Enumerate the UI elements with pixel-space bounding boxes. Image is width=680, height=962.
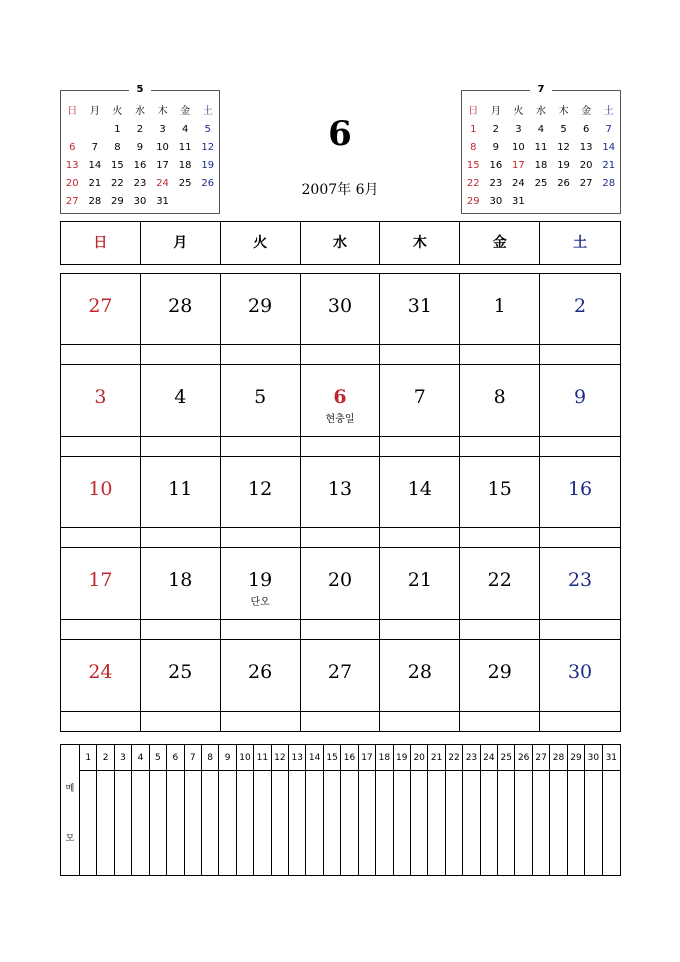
day-memo-band bbox=[540, 711, 620, 731]
mini_prev-day: 18 bbox=[178, 160, 192, 171]
day-memo-band bbox=[540, 344, 620, 364]
memo-label-top: 메 bbox=[65, 784, 75, 794]
mini_next-day: 10 bbox=[512, 142, 525, 153]
day-cell bbox=[61, 274, 141, 365]
day-number: 24 bbox=[88, 660, 113, 683]
memo-day-column bbox=[481, 771, 498, 875]
memo-day-column bbox=[289, 771, 306, 875]
mini_prev-weekday: 木 bbox=[157, 106, 168, 117]
mini_next-day: 16 bbox=[489, 160, 503, 171]
mini_prev-day: 2 bbox=[136, 124, 144, 135]
mini_prev-weekday: 水 bbox=[134, 106, 145, 117]
day-number: 29 bbox=[487, 660, 512, 683]
mini_next-day: 31 bbox=[512, 196, 525, 207]
day-number: 22 bbox=[487, 569, 512, 592]
mini_next-day bbox=[530, 193, 553, 211]
mini_next-day: 15 bbox=[466, 160, 480, 171]
mini_prev-day: 28 bbox=[88, 196, 102, 207]
day-number: 16 bbox=[567, 477, 593, 500]
memo-day-header: 31 bbox=[603, 745, 620, 771]
day-cell bbox=[540, 640, 620, 731]
mini_prev-weekday: 月 bbox=[89, 106, 100, 117]
mini_next-day: 27 bbox=[579, 178, 593, 189]
day-cell bbox=[301, 274, 381, 365]
memo-day-column bbox=[428, 771, 445, 875]
mini_next-day: 25 bbox=[534, 178, 548, 189]
day-cell bbox=[460, 365, 540, 456]
mini_next-weekday: 木 bbox=[558, 106, 569, 117]
day-cell bbox=[460, 457, 540, 548]
day-cell bbox=[460, 640, 540, 731]
mini_next-weekday: 水 bbox=[535, 106, 546, 117]
memo-day-column bbox=[550, 771, 567, 875]
memo-day-column bbox=[376, 771, 393, 875]
memo-day-header: 13 bbox=[289, 745, 306, 771]
memo-day-column bbox=[306, 771, 323, 875]
mini_prev-day: 10 bbox=[156, 142, 169, 153]
mini-calendar-prev-grid bbox=[61, 103, 219, 211]
mini_next-day: 2 bbox=[492, 124, 500, 135]
memo-day-header: 18 bbox=[376, 745, 393, 771]
mini_prev-day: 4 bbox=[181, 124, 189, 135]
mini_prev-day: 25 bbox=[178, 178, 192, 189]
day-cell bbox=[380, 548, 460, 639]
memo-day-header: 16 bbox=[341, 745, 358, 771]
mini-calendar-next-title: 7 bbox=[530, 84, 553, 95]
day-cell bbox=[141, 365, 221, 456]
mini_next-day: 3 bbox=[515, 124, 522, 135]
memo-day-header: 11 bbox=[254, 745, 271, 771]
mini_prev-day: 30 bbox=[133, 196, 147, 207]
weekday-header: 土 bbox=[573, 235, 588, 251]
weekday-header-row bbox=[60, 221, 621, 265]
day-memo-band bbox=[540, 619, 620, 639]
mini_prev-day: 13 bbox=[65, 160, 79, 171]
memo-day-header: 29 bbox=[568, 745, 585, 771]
day-memo-band bbox=[380, 527, 459, 547]
memo-day-column bbox=[80, 771, 97, 875]
mini_next-day: 28 bbox=[602, 178, 616, 189]
memo-day-column bbox=[254, 771, 271, 875]
memo-day-column bbox=[132, 771, 149, 875]
memo-day-column bbox=[568, 771, 585, 875]
day-memo-band bbox=[380, 436, 459, 456]
day-cell bbox=[61, 457, 141, 548]
mini-calendar-next-grid bbox=[462, 103, 620, 211]
mini_prev-day: 8 bbox=[114, 142, 121, 153]
mini_next-weekday: 金 bbox=[581, 106, 592, 117]
memo-day-column bbox=[411, 771, 428, 875]
mini_next-day: 8 bbox=[470, 142, 477, 153]
mini_prev-day: 29 bbox=[111, 196, 124, 207]
day-cell bbox=[460, 548, 540, 639]
memo-day-header: 1 bbox=[80, 745, 97, 771]
mini_next-day bbox=[575, 193, 598, 211]
day-number: 2 bbox=[574, 295, 587, 317]
day-memo-band bbox=[61, 436, 140, 456]
memo-day-header: 25 bbox=[498, 745, 515, 771]
memo-day-header: 15 bbox=[324, 745, 341, 771]
mini_prev-day: 6 bbox=[69, 142, 76, 153]
memo-day-column bbox=[185, 771, 202, 875]
day-cell bbox=[540, 548, 620, 639]
day-memo-band bbox=[221, 711, 300, 731]
day-cell bbox=[61, 548, 141, 639]
mini_prev-day bbox=[174, 193, 197, 211]
day-number: 1 bbox=[493, 295, 506, 317]
memo-day-header: 5 bbox=[150, 745, 167, 771]
day-cell bbox=[221, 548, 301, 639]
day-memo-band bbox=[61, 527, 140, 547]
day-memo-band bbox=[460, 619, 539, 639]
day-number: 7 bbox=[413, 386, 426, 409]
day-number: 15 bbox=[487, 477, 512, 500]
memo-day-header: 2 bbox=[97, 745, 114, 771]
memo-day-column bbox=[603, 771, 620, 875]
mini-calendar-prev-title: 5 bbox=[129, 84, 152, 95]
mini_prev-day: 15 bbox=[111, 160, 124, 171]
mini_prev-day: 5 bbox=[204, 124, 211, 135]
memo-day-column bbox=[237, 771, 254, 875]
mini_next-weekday: 月 bbox=[490, 106, 501, 117]
memo-day-header: 10 bbox=[237, 745, 254, 771]
day-number: 18 bbox=[168, 569, 193, 592]
memo-day-header: 24 bbox=[481, 745, 498, 771]
weekday-header: 木 bbox=[380, 222, 460, 264]
mini_next-day: 19 bbox=[557, 160, 570, 171]
mini-calendar-prev bbox=[60, 84, 220, 214]
mini_prev-day bbox=[61, 121, 84, 139]
day-number: 17 bbox=[88, 569, 113, 592]
memo-day-column bbox=[498, 771, 515, 875]
year-month-subtitle: 2007年 6月 bbox=[301, 182, 379, 198]
mini_next-day: 1 bbox=[470, 124, 477, 135]
memo-day-header: 19 bbox=[394, 745, 411, 771]
day-cell bbox=[221, 365, 301, 456]
day-number: 27 bbox=[88, 295, 113, 317]
day-memo-band bbox=[141, 436, 220, 456]
day-number: 25 bbox=[168, 660, 193, 683]
mini_next-day: 30 bbox=[489, 196, 503, 207]
day-number: 4 bbox=[174, 386, 187, 409]
day-note: 현충일 bbox=[325, 414, 355, 426]
mini_next-day: 12 bbox=[557, 142, 570, 153]
mini_next-day: 24 bbox=[512, 178, 525, 189]
mini_next-day: 6 bbox=[582, 124, 590, 135]
memo-day-header: 28 bbox=[550, 745, 567, 771]
day-memo-band bbox=[540, 527, 620, 547]
day-memo-band bbox=[540, 436, 620, 456]
day-cell bbox=[61, 365, 141, 456]
memo-day-header: 8 bbox=[202, 745, 219, 771]
memo-label bbox=[61, 745, 80, 875]
day-memo-band bbox=[460, 711, 539, 731]
mini_prev-day: 26 bbox=[201, 178, 215, 189]
mini_next-weekday: 土 bbox=[603, 106, 614, 117]
day-cell bbox=[221, 457, 301, 548]
day-cell bbox=[380, 274, 460, 365]
memo-day-header: 6 bbox=[167, 745, 184, 771]
day-memo-band bbox=[141, 619, 220, 639]
mini_prev-day: 9 bbox=[136, 142, 144, 153]
mini_next-day bbox=[597, 193, 620, 211]
day-number: 30 bbox=[327, 295, 353, 317]
memo-day-header: 9 bbox=[219, 745, 236, 771]
weekday-header: 日 bbox=[61, 222, 141, 264]
memo-day-column bbox=[533, 771, 550, 875]
memo-day-header: 23 bbox=[463, 745, 480, 771]
memo-day-column bbox=[359, 771, 376, 875]
mini_next-weekday: 火 bbox=[513, 106, 524, 117]
day-memo-band bbox=[61, 711, 140, 731]
mini_next-day: 11 bbox=[534, 142, 548, 153]
day-number: 6 bbox=[333, 386, 347, 409]
mini_prev-weekday: 土 bbox=[202, 106, 213, 117]
mini_prev-day: 12 bbox=[201, 142, 215, 153]
day-memo-band bbox=[221, 619, 300, 639]
mini_prev-day: 22 bbox=[111, 178, 124, 189]
mini_prev-day: 20 bbox=[65, 178, 79, 189]
day-cell bbox=[301, 548, 381, 639]
memo-day-column bbox=[341, 771, 358, 875]
day-memo-band bbox=[141, 344, 220, 364]
day-cell bbox=[540, 457, 620, 548]
memo-day-column bbox=[150, 771, 167, 875]
day-number: 27 bbox=[327, 660, 353, 683]
day-number: 23 bbox=[567, 569, 593, 592]
day-number: 9 bbox=[574, 386, 587, 409]
day-memo-band bbox=[61, 344, 140, 364]
memo-day-header: 22 bbox=[446, 745, 463, 771]
mini_next-day: 14 bbox=[602, 142, 616, 153]
month-number: 6 bbox=[328, 114, 352, 154]
mini_prev-day bbox=[84, 121, 107, 139]
day-memo-band bbox=[221, 344, 300, 364]
mini_prev-day: 21 bbox=[88, 178, 102, 189]
day-memo-band bbox=[460, 344, 539, 364]
day-number: 31 bbox=[407, 295, 432, 317]
weekday-header: 水 bbox=[301, 222, 381, 264]
day-memo-band bbox=[141, 711, 220, 731]
memo-label-bottom: 모 bbox=[65, 834, 75, 844]
mini_prev-day: 17 bbox=[156, 160, 169, 171]
memo-day-column bbox=[219, 771, 236, 875]
mini_next-day: 4 bbox=[537, 124, 545, 135]
mini_prev-day: 23 bbox=[133, 178, 147, 189]
memo-day-column bbox=[394, 771, 411, 875]
mini_next-day: 29 bbox=[466, 196, 480, 207]
day-cell bbox=[141, 457, 221, 548]
day-cell bbox=[141, 640, 221, 731]
mini_prev-weekday: 日 bbox=[67, 106, 78, 117]
mini_next-day: 9 bbox=[492, 142, 500, 153]
memo-day-column bbox=[446, 771, 463, 875]
day-memo-band bbox=[301, 436, 380, 456]
day-cell bbox=[540, 274, 620, 365]
memo-day-column bbox=[324, 771, 341, 875]
day-memo-band bbox=[61, 619, 140, 639]
day-memo-band bbox=[380, 711, 459, 731]
mini_next-day: 5 bbox=[560, 124, 567, 135]
day-cell bbox=[380, 365, 460, 456]
day-number: 3 bbox=[94, 386, 107, 409]
day-memo-band bbox=[380, 344, 459, 364]
day-memo-band bbox=[141, 527, 220, 547]
memo-day-header: 20 bbox=[411, 745, 428, 771]
memo-day-header: 30 bbox=[585, 745, 602, 771]
weekday-header: 火 bbox=[221, 222, 301, 264]
day-number: 28 bbox=[168, 295, 193, 317]
memo-day-header: 17 bbox=[359, 745, 376, 771]
mini_next-day: 20 bbox=[579, 160, 593, 171]
weekday-header: 月 bbox=[141, 222, 221, 264]
mini_prev-day: 19 bbox=[201, 160, 215, 171]
day-cell bbox=[460, 274, 540, 365]
mini_prev-day: 1 bbox=[114, 124, 121, 135]
memo-day-column bbox=[97, 771, 114, 875]
day-number: 29 bbox=[248, 295, 273, 317]
mini_prev-day: 27 bbox=[65, 196, 79, 207]
day-number: 10 bbox=[88, 477, 113, 500]
day-cell bbox=[221, 274, 301, 365]
mini_next-day bbox=[552, 193, 575, 211]
memo-day-column bbox=[167, 771, 184, 875]
memo-day-header: 21 bbox=[428, 745, 445, 771]
day-memo-band bbox=[221, 436, 300, 456]
day-number: 14 bbox=[407, 477, 432, 500]
memo-day-header: 12 bbox=[272, 745, 289, 771]
day-number: 8 bbox=[493, 386, 506, 409]
day-cell bbox=[540, 365, 620, 456]
mini_prev-weekday: 金 bbox=[180, 106, 191, 117]
memo-day-header: 14 bbox=[306, 745, 323, 771]
mini_next-weekday: 日 bbox=[468, 106, 479, 117]
memo-day-column bbox=[463, 771, 480, 875]
mini_next-day: 17 bbox=[512, 160, 525, 171]
memo-day-header: 27 bbox=[533, 745, 550, 771]
day-memo-band bbox=[301, 711, 380, 731]
day-memo-band bbox=[460, 527, 539, 547]
mini_next-day: 22 bbox=[466, 178, 480, 189]
day-note: 단오 bbox=[250, 597, 270, 609]
memo-day-header: 7 bbox=[185, 745, 202, 771]
day-memo-band bbox=[301, 619, 380, 639]
day-cell bbox=[380, 640, 460, 731]
mini_prev-day: 7 bbox=[91, 142, 99, 153]
mini_prev-day: 31 bbox=[156, 196, 169, 207]
day-memo-band bbox=[301, 527, 380, 547]
day-number: 19 bbox=[248, 569, 273, 592]
mini_prev-day: 16 bbox=[133, 160, 147, 171]
mini-calendar-next bbox=[461, 84, 621, 214]
mini_next-day: 7 bbox=[605, 124, 612, 135]
memo-day-header: 26 bbox=[515, 745, 532, 771]
day-cell bbox=[301, 365, 381, 456]
mini_next-day: 13 bbox=[579, 142, 593, 153]
day-memo-band bbox=[460, 436, 539, 456]
day-number: 12 bbox=[248, 477, 273, 500]
memo-table bbox=[60, 744, 621, 876]
memo-day-column bbox=[115, 771, 132, 875]
day-number: 20 bbox=[327, 569, 353, 592]
day-memo-band bbox=[301, 344, 380, 364]
mini_prev-weekday: 火 bbox=[112, 106, 123, 117]
mini_prev-day: 11 bbox=[178, 142, 192, 153]
mini_prev-day bbox=[196, 193, 219, 211]
day-memo-band bbox=[380, 619, 459, 639]
day-cell bbox=[61, 640, 141, 731]
day-number: 21 bbox=[407, 569, 432, 592]
mini_next-day: 18 bbox=[534, 160, 548, 171]
day-number: 11 bbox=[168, 477, 193, 500]
day-cell bbox=[380, 457, 460, 548]
memo-day-column bbox=[515, 771, 532, 875]
memo-day-column bbox=[272, 771, 289, 875]
day-number: 5 bbox=[254, 386, 267, 409]
mini_prev-day: 14 bbox=[88, 160, 102, 171]
weekday-header: 金 bbox=[460, 222, 540, 264]
day-number: 28 bbox=[407, 660, 432, 683]
mini_next-day: 21 bbox=[602, 160, 616, 171]
memo-day-column bbox=[202, 771, 219, 875]
day-cell bbox=[221, 640, 301, 731]
memo-day-header: 4 bbox=[132, 745, 149, 771]
day-cell bbox=[141, 548, 221, 639]
month-calendar-grid bbox=[60, 273, 621, 732]
day-memo-band bbox=[221, 527, 300, 547]
day-number: 13 bbox=[327, 477, 353, 500]
mini_next-day: 26 bbox=[557, 178, 570, 189]
day-number: 26 bbox=[248, 660, 273, 683]
mini_prev-day: 24 bbox=[156, 178, 169, 189]
day-number: 30 bbox=[567, 660, 593, 683]
mini_prev-day: 3 bbox=[159, 124, 166, 135]
mini_next-day: 23 bbox=[489, 178, 503, 189]
memo-day-column bbox=[585, 771, 602, 875]
day-cell bbox=[301, 457, 381, 548]
memo-day-header: 3 bbox=[115, 745, 132, 771]
day-cell bbox=[141, 274, 221, 365]
day-cell bbox=[301, 640, 381, 731]
